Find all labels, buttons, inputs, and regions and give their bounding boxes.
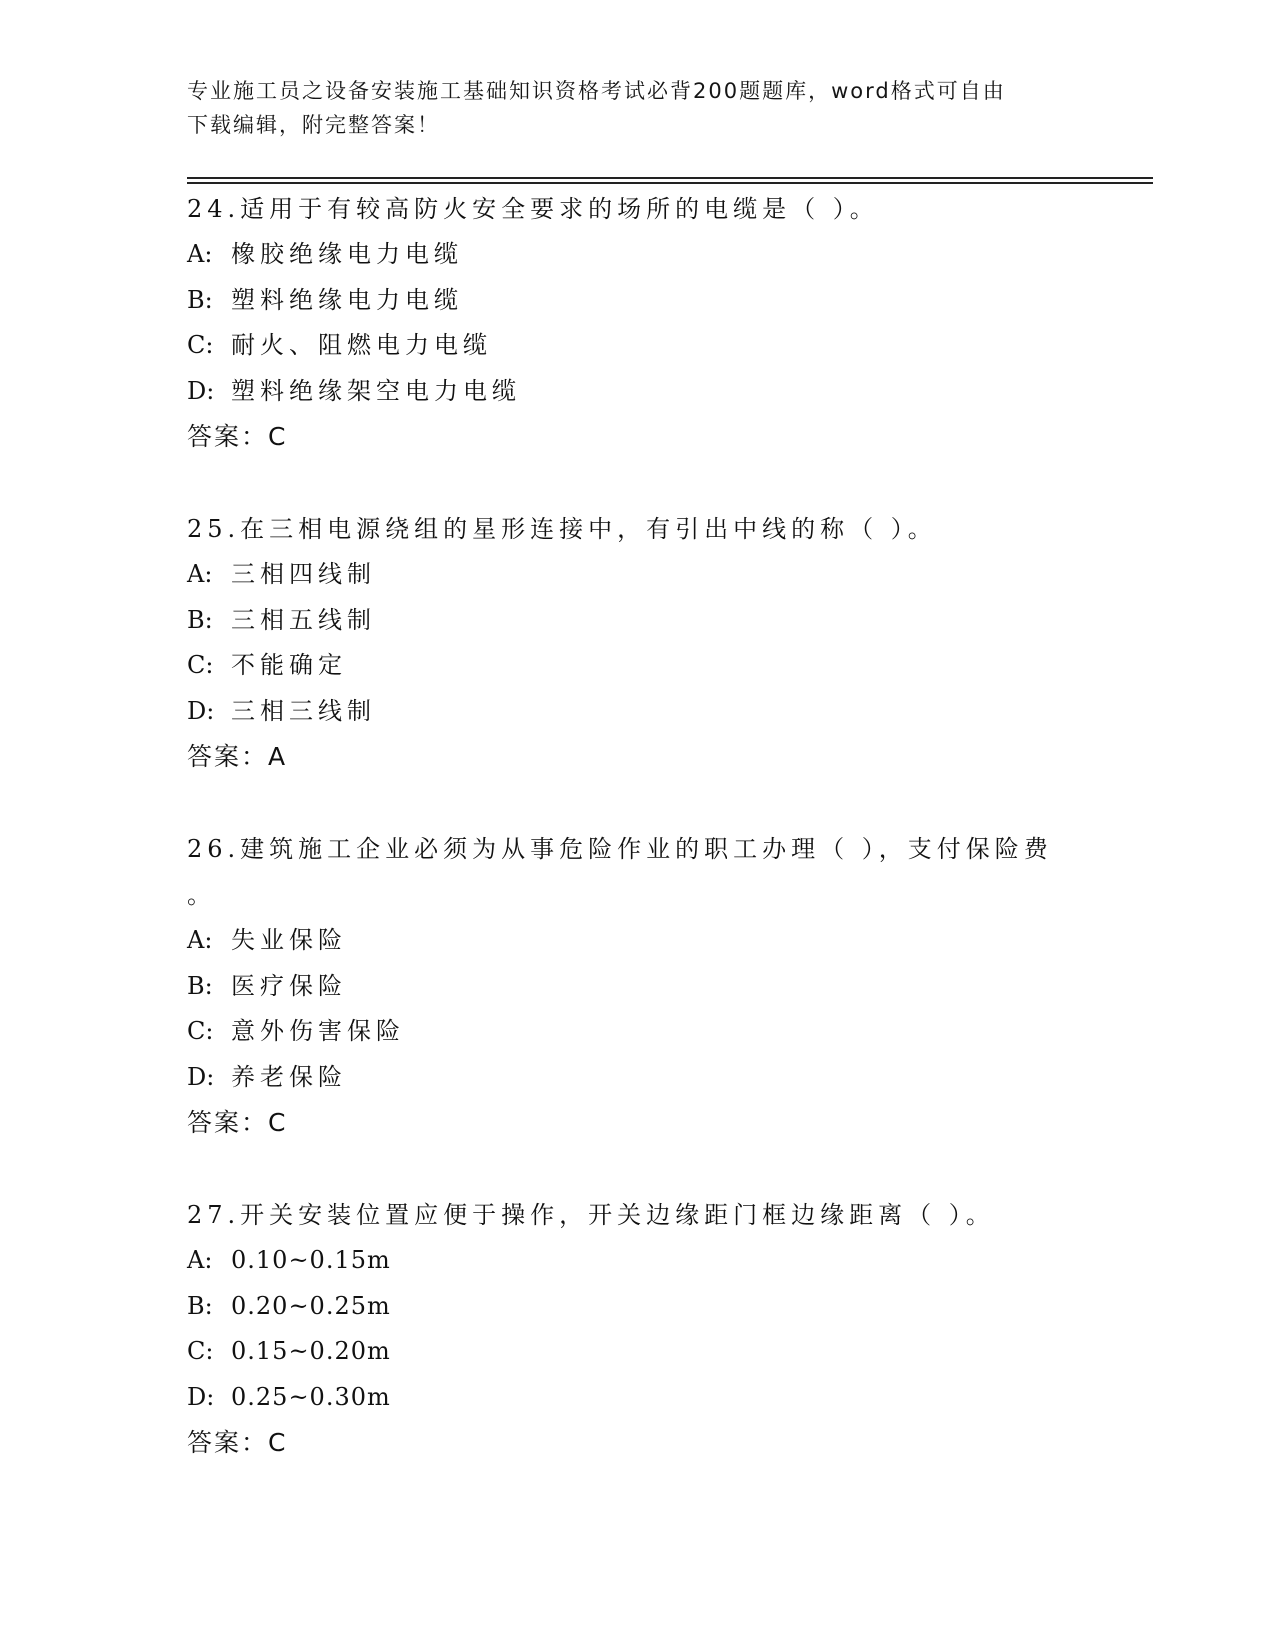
question-stem-continuation: 。 (187, 881, 216, 909)
option-d (187, 1375, 1087, 1421)
document-header (187, 74, 1067, 142)
option-letter: C: (187, 331, 214, 359)
question-list (187, 186, 1087, 1512)
option-letter: C: (187, 1017, 214, 1045)
option-text: 意外伤害保险 (231, 1017, 405, 1045)
option-letter: A: (187, 1246, 213, 1274)
option-text: 0.20~0.25m (231, 1291, 391, 1320)
option-letter: B: (187, 605, 213, 634)
option-letter: B: (187, 1291, 213, 1320)
question-25 (187, 506, 1087, 779)
header-line-1: 专业施工员之设备安装施工基础知识资格考试必背200题题库，word格式可自由 (187, 79, 1006, 103)
option-text: 0.10~0.15m (231, 1246, 391, 1274)
question-stem (187, 506, 1087, 552)
option-c (187, 643, 1087, 689)
question-stem-text: 26.建筑施工企业必须为从事危险作业的职工办理（ ），支付保险费 (187, 835, 1053, 863)
option-text: 塑料绝缘电力电缆 (231, 285, 463, 314)
option-c (187, 1329, 1087, 1375)
option-text: 三相四线制 (231, 560, 376, 588)
option-text: 医疗保险 (231, 971, 347, 1000)
option-a (187, 1238, 1087, 1284)
header-line-2: 下载编辑，附完整答案！ (187, 113, 440, 137)
option-b (187, 964, 1087, 1010)
question-27 (187, 1192, 1087, 1465)
answer-line: 答案：A (187, 742, 288, 771)
option-letter: D: (187, 1062, 215, 1091)
option-letter: A: (187, 926, 213, 954)
option-d (187, 1055, 1087, 1101)
question-26 (187, 826, 1087, 1145)
option-letter: D: (187, 696, 215, 725)
option-b (187, 598, 1087, 644)
question-24 (187, 186, 1087, 459)
option-letter: A: (187, 560, 213, 588)
option-d (187, 369, 1087, 415)
option-a (187, 232, 1087, 278)
question-stem-text: 27.开关安装位置应便于操作，开关边缘距门框边缘距离（ ）。 (187, 1201, 995, 1229)
option-b (187, 278, 1087, 324)
question-stem (187, 186, 1087, 232)
header-divider-bottom (187, 182, 1153, 184)
header-divider-top (187, 177, 1153, 179)
answer-line: 答案：C (187, 1428, 288, 1457)
option-text: 耐火、阻燃电力电缆 (231, 331, 492, 359)
answer-line: 答案：C (187, 422, 288, 451)
option-text: 三相三线制 (231, 696, 376, 725)
option-c (187, 1009, 1087, 1055)
option-letter: A: (187, 240, 213, 268)
option-d (187, 689, 1087, 735)
question-stem-text: 24.适用于有较高防火安全要求的场所的电缆是（ ）。 (187, 195, 879, 223)
option-letter: D: (187, 1382, 215, 1411)
option-letter: C: (187, 651, 214, 679)
option-text: 三相五线制 (231, 605, 376, 634)
option-c (187, 323, 1087, 369)
option-text: 不能确定 (231, 651, 347, 679)
option-text: 失业保险 (231, 926, 347, 954)
option-text: 塑料绝缘架空电力电缆 (231, 376, 521, 405)
option-text: 0.25~0.30m (231, 1382, 391, 1411)
option-a (187, 918, 1087, 964)
option-letter: B: (187, 971, 213, 1000)
option-letter: D: (187, 376, 215, 405)
option-b (187, 1284, 1087, 1330)
option-text: 0.15~0.20m (231, 1337, 391, 1365)
question-stem (187, 826, 1087, 918)
answer-line: 答案：C (187, 1108, 288, 1137)
question-stem-text: 25.在三相电源绕组的星形连接中，有引出中线的称（ ）。 (187, 515, 937, 543)
option-a (187, 552, 1087, 598)
option-letter: B: (187, 285, 213, 314)
option-letter: C: (187, 1337, 214, 1365)
option-text: 橡胶绝缘电力电缆 (231, 240, 463, 268)
question-stem (187, 1192, 1087, 1238)
option-text: 养老保险 (231, 1062, 347, 1091)
